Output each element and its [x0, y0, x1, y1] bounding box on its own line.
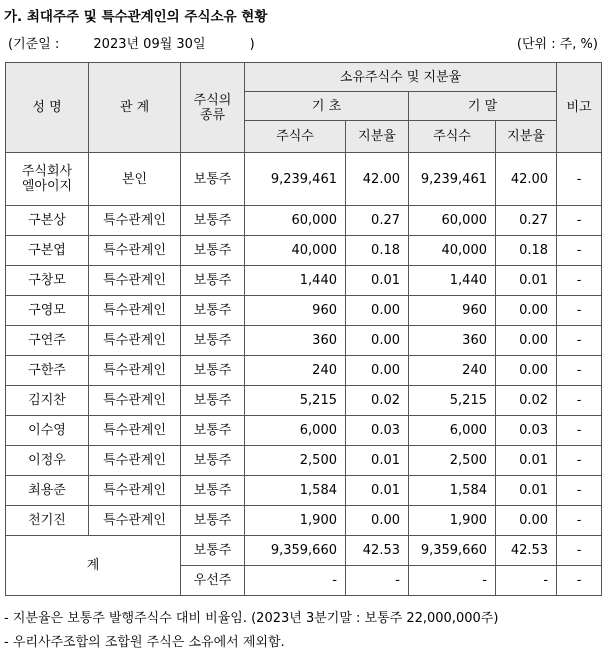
cell-type: 보통주	[181, 536, 245, 566]
cell-begin-ratio: 42.53	[346, 536, 409, 566]
cell-relation: 특수관계인	[89, 326, 181, 356]
cell-remark: -	[557, 206, 602, 236]
reference-date-close: )	[249, 37, 255, 52]
table-row	[6, 446, 602, 476]
table-row	[6, 236, 602, 266]
table-row	[6, 206, 602, 236]
cell-remark: -	[557, 446, 602, 476]
cell-end-shares: 1,440	[409, 266, 496, 296]
cell-begin-shares: 960	[245, 296, 346, 326]
table-row	[6, 416, 602, 446]
cell-begin-shares: -	[245, 566, 346, 596]
cell-name	[6, 153, 89, 206]
cell-type: 보통주	[181, 446, 245, 476]
cell-end-ratio: 0.01	[496, 446, 557, 476]
cell-type: 보통주	[181, 416, 245, 446]
cell-end-ratio: -	[496, 566, 557, 596]
cell-begin-shares: 1,440	[245, 266, 346, 296]
cell-remark: -	[557, 296, 602, 326]
cell-type: 보통주	[181, 476, 245, 506]
cell-end-shares: 5,215	[409, 386, 496, 416]
cell-end-shares: 960	[409, 296, 496, 326]
cell-name: 구창모	[6, 266, 89, 296]
header-remark: 비고	[557, 63, 602, 153]
cell-end-shares: 6,000	[409, 416, 496, 446]
cell-begin-ratio: 0.03	[346, 416, 409, 446]
cell-begin-ratio: 0.00	[346, 356, 409, 386]
cell-relation: 특수관계인	[89, 206, 181, 236]
cell-begin-shares: 2,500	[245, 446, 346, 476]
cell-end-ratio: 0.01	[496, 476, 557, 506]
cell-name: 구본엽	[6, 236, 89, 266]
cell-end-ratio: 0.00	[496, 356, 557, 386]
unit-label: (단위 : 주, %)	[516, 37, 598, 52]
total-row-common	[6, 536, 602, 566]
cell-name: 구본상	[6, 206, 89, 236]
cell-end-shares: 60,000	[409, 206, 496, 236]
cell-end-shares: 9,239,461	[409, 153, 496, 206]
cell-name: 김지찬	[6, 386, 89, 416]
cell-remark: -	[557, 236, 602, 266]
cell-begin-shares: 5,215	[245, 386, 346, 416]
cell-end-ratio: 42.53	[496, 536, 557, 566]
cell-begin-shares: 1,584	[245, 476, 346, 506]
footnotes	[4, 607, 498, 655]
cell-begin-ratio: 0.01	[346, 476, 409, 506]
cell-end-ratio: 0.00	[496, 326, 557, 356]
table-row	[6, 326, 602, 356]
cell-relation: 특수관계인	[89, 446, 181, 476]
cell-type: 보통주	[181, 386, 245, 416]
cell-relation: 특수관계인	[89, 416, 181, 446]
cell-type: 보통주	[181, 326, 245, 356]
cell-relation: 특수관계인	[89, 386, 181, 416]
header-end: 기 말	[409, 92, 557, 121]
table-row	[6, 476, 602, 506]
cell-end-shares: -	[409, 566, 496, 596]
cell-end-ratio: 0.00	[496, 506, 557, 536]
table-row	[6, 506, 602, 536]
cell-begin-ratio: 0.18	[346, 236, 409, 266]
cell-begin-shares: 360	[245, 326, 346, 356]
reference-date-label: (기준일 :	[8, 37, 60, 52]
cell-begin-shares: 9,359,660	[245, 536, 346, 566]
cell-name: 구연주	[6, 326, 89, 356]
cell-relation: 특수관계인	[89, 296, 181, 326]
footnote: - 우리사주조합의 조합원 주식은 소유에서 제외함.	[4, 635, 285, 650]
total-label: 계	[6, 536, 181, 596]
table-row	[6, 386, 602, 416]
header-begin-shares: 주식수	[245, 121, 346, 153]
cell-begin-shares: 60,000	[245, 206, 346, 236]
cell-remark: -	[557, 416, 602, 446]
cell-begin-ratio: 0.00	[346, 506, 409, 536]
reference-date	[8, 33, 255, 52]
cell-type: 보통주	[181, 356, 245, 386]
cell-relation: 특수관계인	[89, 506, 181, 536]
table-body	[6, 153, 602, 596]
cell-begin-ratio: 0.00	[346, 296, 409, 326]
cell-begin-ratio: 42.00	[346, 153, 409, 206]
cell-name: 구한주	[6, 356, 89, 386]
header-name: 성 명	[6, 63, 89, 153]
cell-end-ratio: 0.18	[496, 236, 557, 266]
cell-type: 보통주	[181, 266, 245, 296]
cell-end-shares: 2,500	[409, 446, 496, 476]
cell-name: 천기진	[6, 506, 89, 536]
shareholders-table	[5, 62, 602, 596]
cell-relation: 본인	[89, 153, 181, 206]
cell-relation: 특수관계인	[89, 266, 181, 296]
cell-relation: 특수관계인	[89, 476, 181, 506]
cell-name: 이수영	[6, 416, 89, 446]
cell-end-shares: 9,359,660	[409, 536, 496, 566]
cell-remark: -	[557, 566, 602, 596]
header-end-shares: 주식수	[409, 121, 496, 153]
header-begin-ratio: 지분율	[346, 121, 409, 153]
header-stock-type-label: 주식의 종류	[193, 92, 232, 123]
cell-begin-ratio: 0.27	[346, 206, 409, 236]
cell-type: 보통주	[181, 206, 245, 236]
cell-name-text: 주식회사 엘아이지	[21, 164, 73, 194]
cell-end-ratio: 0.02	[496, 386, 557, 416]
header-begin: 기 초	[245, 92, 409, 121]
cell-end-shares: 1,584	[409, 476, 496, 506]
cell-type: 우선주	[181, 566, 245, 596]
cell-end-shares: 40,000	[409, 236, 496, 266]
cell-end-ratio: 0.01	[496, 266, 557, 296]
cell-relation: 특수관계인	[89, 356, 181, 386]
cell-type: 보통주	[181, 296, 245, 326]
cell-end-ratio: 0.27	[496, 206, 557, 236]
header-stock-type	[181, 63, 245, 153]
cell-begin-shares: 6,000	[245, 416, 346, 446]
cell-remark: -	[557, 326, 602, 356]
table-row	[6, 296, 602, 326]
cell-type: 보통주	[181, 153, 245, 206]
cell-name: 이정우	[6, 446, 89, 476]
cell-begin-ratio: 0.01	[346, 266, 409, 296]
cell-begin-ratio: 0.00	[346, 326, 409, 356]
cell-remark: -	[557, 386, 602, 416]
table-row	[6, 266, 602, 296]
cell-type: 보통주	[181, 506, 245, 536]
footnote: - 지분율은 보통주 발행주식수 대비 비율임. (2023년 3분기말 : 보통주 22,000,000주)	[4, 611, 499, 626]
cell-begin-ratio: -	[346, 566, 409, 596]
cell-name: 구영모	[6, 296, 89, 326]
cell-begin-ratio: 0.02	[346, 386, 409, 416]
cell-begin-ratio: 0.01	[346, 446, 409, 476]
table-row	[6, 153, 602, 206]
cell-name: 최용준	[6, 476, 89, 506]
cell-remark: -	[557, 266, 602, 296]
section-title: 가. 최대주주 및 특수관계인의 주식소유 현황	[4, 9, 268, 25]
header-ownership: 소유주식수 및 지분율	[245, 63, 557, 92]
cell-begin-shares: 9,239,461	[245, 153, 346, 206]
cell-begin-shares: 40,000	[245, 236, 346, 266]
cell-remark: -	[557, 506, 602, 536]
cell-begin-shares: 1,900	[245, 506, 346, 536]
cell-end-ratio: 0.03	[496, 416, 557, 446]
cell-remark: -	[557, 356, 602, 386]
cell-remark: -	[557, 536, 602, 566]
reference-date-value: 2023년 09월 30일	[93, 37, 206, 52]
cell-end-ratio: 42.00	[496, 153, 557, 206]
cell-end-shares: 1,900	[409, 506, 496, 536]
cell-relation: 특수관계인	[89, 236, 181, 266]
header-relation: 관 계	[89, 63, 181, 153]
cell-begin-shares: 240	[245, 356, 346, 386]
cell-end-shares: 360	[409, 326, 496, 356]
header-end-ratio: 지분율	[496, 121, 557, 153]
table-row	[6, 356, 602, 386]
cell-remark: -	[557, 153, 602, 206]
cell-end-shares: 240	[409, 356, 496, 386]
cell-end-ratio: 0.00	[496, 296, 557, 326]
cell-remark: -	[557, 476, 602, 506]
cell-type: 보통주	[181, 236, 245, 266]
